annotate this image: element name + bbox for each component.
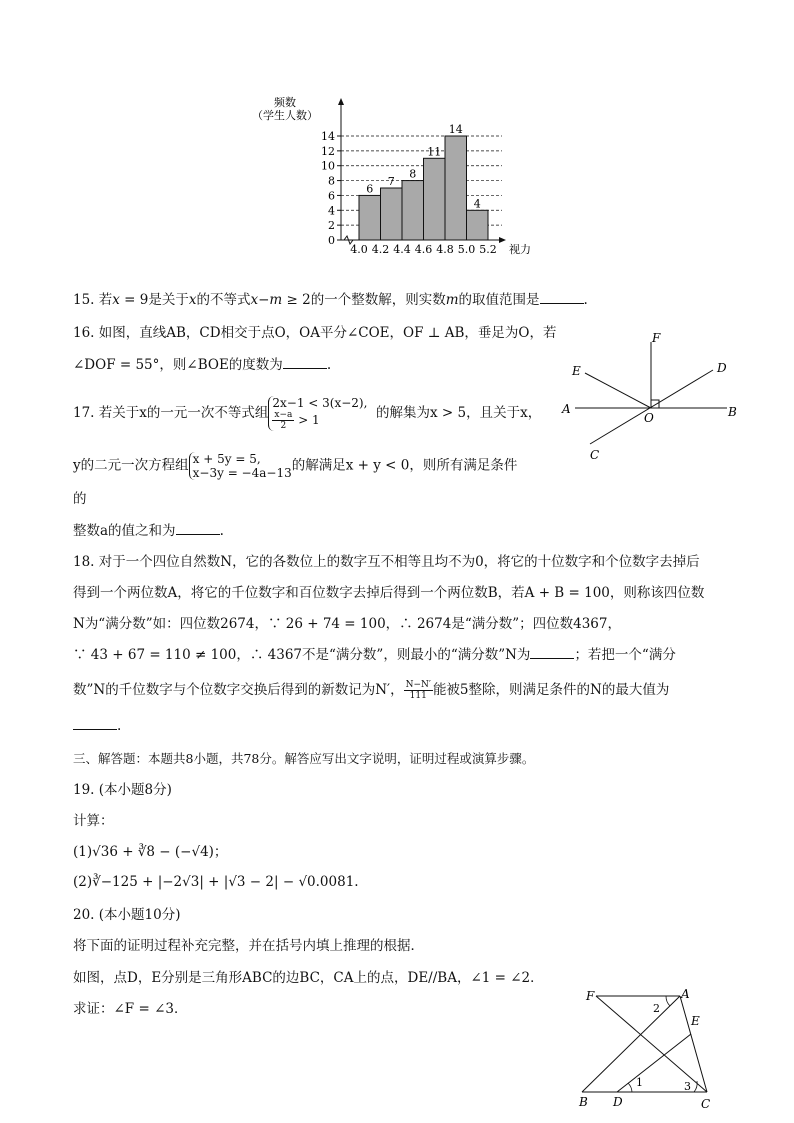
question-17-line4: 整数a的值之和为 . [73,523,224,539]
equation-system: x + 5y = 5, x−3y = −4a−13 [189,452,292,480]
bar-value-label: 6 [366,182,374,196]
label-F: F [652,331,661,345]
label-B: B [579,1095,588,1109]
question-17-line3: 的 [73,491,87,507]
label-F: F [586,989,595,1003]
y-tick-label: 12 [321,144,335,158]
answer-blank[interactable] [540,291,584,304]
question-16-line2: ∠DOF = 55°，则∠BOE的度数为 . [73,357,332,373]
bar-value-label: 7 [387,175,395,188]
question-18-line3: N为“满分数”如：四位数2674，∵ 26 + 74 = 100，∴ 2674是“满分数”；四位数4367， [73,616,621,632]
label-E: E [572,364,581,378]
question-20-line1: 将下面的证明过程补充完整，并在括号内填上推理的根据． [73,938,424,954]
inequality-system: 2x−1 < 3(x−2), $\frac{x-a}{2}$ > 1 [268,396,367,431]
y-tick-label: 8 [328,174,335,188]
x-tick-label: 4.8 [436,243,454,256]
x-tick-label: 4.0 [350,243,368,256]
bar-value-label: 11 [427,145,442,159]
label-E: E [691,1014,700,1028]
question-17-line1: 17. 若关于x的一元一次不等式组 2x−1 < 3(x−2), $\frac{x-a}{2}$ > 1 的解集为x > 5，且关于x， [73,396,542,431]
angle-1: 1 [636,1076,643,1089]
y-tick-label: 4 [328,204,335,218]
x-tick-label: 5.0 [457,243,476,256]
histogram-bar [424,158,446,240]
question-19-part1: (1)√36 + ∛8 − (−√4)； [73,844,228,860]
y-tick-label: 2 [328,219,335,233]
question-19-part2: (2)∛−125 + |−2√3| + |√3 − 2| − √0.0081. [73,874,359,890]
ylabel-line2: （学生人数） [252,109,318,122]
y-tick-label: 14 [321,130,335,143]
y-tick-label: 6 [328,189,335,203]
answer-blank[interactable] [283,356,327,369]
label-D: D [613,1095,623,1109]
histogram-x-ticks [350,243,497,256]
x-tick-label: 4.4 [393,243,411,256]
histogram-bar [381,188,403,240]
y-tick-label: 0 [328,234,335,247]
angle-3: 3 [684,1080,691,1093]
figure-20-triangle [570,982,730,1112]
label-A: A [681,987,690,1001]
question-15: 15. 若x = 9是关于x的不等式x−m ≥ 2的一个整数解，则实数m的取值范围是 . [73,292,588,308]
x-tick-label: 5.2 [479,243,497,256]
question-18-line4: ∵ 43 + 67 = 110 ≠ 100，∴ 4367不是“满分数”，则最小的“满分数”N为 ；若把一个“满分 [73,647,676,663]
question-18-line2: 得到一个两位数A，将它的千位数字和百位数字去掉后得到一个两位数B，若A + B = 100，则称该四位数 [73,585,705,601]
answer-blank[interactable] [530,646,574,659]
label-C: C [590,448,600,462]
histogram-bar [467,210,489,240]
x-tick-label: 4.6 [414,243,433,256]
bar-value-label: 14 [448,123,463,136]
section-heading: 三、解答题：本题共8小题，共78分。解答应写出文字说明，证明过程或演算步骤。 [73,751,535,766]
question-18-line5: 数”N的千位数字与个位数字交换后得到的新数记为N′， $\frac{N-N'}{111}$ 能被5整除，则满足条件的N的最大值为 [73,680,670,701]
question-18-line1: 18. 对于一个四位自然数N，它的各数位上的数字互不相等且均不为0，将它的十位数字和个位数字去掉后 [73,554,700,570]
y-tick-label: 10 [321,159,335,173]
question-17-line2: y的二元一次方程组 x + 5y = 5, x−3y = −4a−13 的解满足x + y < 0，则所有满足条件 [73,452,518,480]
question-16-line1: 16. 如图，直线AB，CD相交于点O，OA平分∠COE，OF ⊥ AB，垂足为O，若 [73,325,557,341]
figure-16-lines [555,328,750,468]
histogram-bars [359,123,488,240]
histogram-bar [445,136,467,240]
label-A: A [562,402,571,416]
histogram-bar [359,195,381,240]
question-19-intro: 计算： [73,813,114,829]
label-C: C [701,1097,711,1111]
x-tick-label: 4.2 [371,243,390,256]
histogram-ylabel [252,95,318,122]
histogram-chart [240,90,540,260]
label-O: O [644,411,654,425]
angle-2: 2 [653,1002,660,1015]
answer-blank[interactable] [176,522,220,535]
label-D: D [717,361,727,375]
bar-value-label: 8 [409,167,417,181]
ylabel-line1: 频数 [274,96,296,109]
answer-blank[interactable] [73,717,117,730]
label-B: B [728,405,737,419]
question-20-line2: 如图，点D，E分别是三角形ABC的边BC，CA上的点，DE//BA，∠1 = ∠2． [73,970,544,986]
question-20-line3: 求证：∠F = ∠3． [73,1001,188,1017]
bar-value-label: 4 [473,197,481,211]
question-20-title: 20. (本小题10分) [73,907,181,923]
histogram-y-ticks [321,130,341,247]
histogram-bar [402,181,424,240]
histogram-xlabel: 视力 [509,243,531,256]
question-19-title: 19. (本小题8分) [73,782,172,798]
question-18-line6: . [73,717,121,735]
